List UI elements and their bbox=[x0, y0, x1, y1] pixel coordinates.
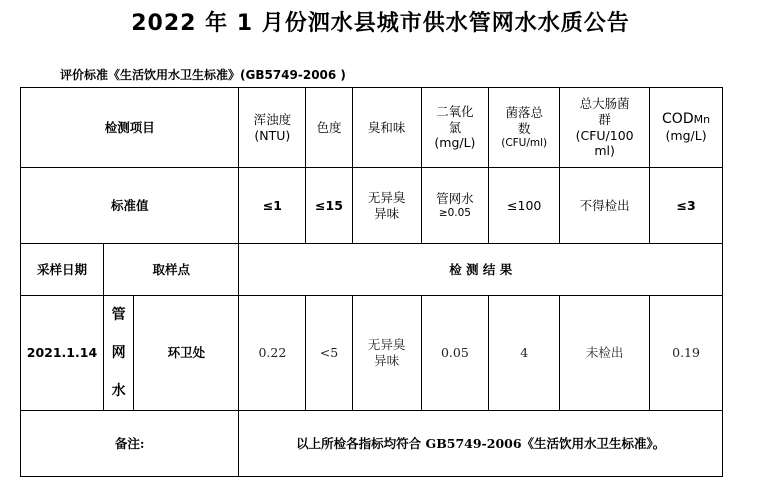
header-odor bbox=[352, 88, 421, 168]
standard-odor bbox=[352, 168, 421, 244]
standard-odor-line2: 异味 bbox=[374, 205, 400, 221]
header-coliform-unit2: ml) bbox=[594, 143, 615, 159]
standard-color: ≤15 bbox=[306, 168, 353, 244]
standard-chlorine-line1: 管网水 bbox=[436, 191, 474, 207]
cod-sub: Mn bbox=[693, 112, 711, 126]
standard-cod: ≤3 bbox=[650, 168, 723, 244]
sampling-location: 环卫处 bbox=[134, 296, 239, 411]
header-coliform-unit1: (CFU/100 bbox=[575, 127, 634, 143]
result-odor-line1: 无异臭 bbox=[367, 337, 406, 353]
header-chlorine-unit: (mg/L) bbox=[434, 135, 476, 151]
sample-date: 2021.1.14 bbox=[21, 296, 104, 411]
standard-row bbox=[21, 168, 723, 244]
water-quality-table bbox=[20, 87, 723, 477]
standard-turbidity: ≤1 bbox=[239, 168, 306, 244]
header-turbidity-unit: (NTU) bbox=[254, 127, 291, 143]
header-colony bbox=[489, 88, 560, 168]
header-odor-name: 臭和味 bbox=[367, 119, 406, 135]
header-colony-line1: 菌落总 bbox=[505, 105, 543, 121]
result-odor-line2: 异味 bbox=[374, 353, 400, 368]
standard-coliform: 不得检出 bbox=[560, 168, 650, 244]
evaluation-standard: 评价标准《生活饮用水卫生标准》(GB5749-2006 ) bbox=[60, 68, 346, 82]
header-turbidity bbox=[239, 88, 306, 168]
header-cod-name bbox=[650, 111, 722, 129]
header-turbidity-name: 浑浊度 bbox=[253, 111, 292, 127]
subheader-row bbox=[21, 244, 723, 296]
result-odor bbox=[352, 296, 421, 411]
page-title: 2022 年 1 月份泗水县城市供水管网水水质公告 bbox=[131, 11, 630, 36]
standard-chlorine-dioxide bbox=[421, 168, 489, 244]
pipe-char-1: 管 bbox=[111, 307, 126, 323]
standard-chlorine-line2: ≥0.05 bbox=[438, 206, 471, 219]
header-coliform-line1: 总大肠菌 bbox=[579, 96, 630, 112]
result-label: 检 测 结 果 bbox=[239, 244, 723, 296]
result-chlorine-dioxide: 0.05 bbox=[421, 296, 489, 411]
date-label: 采样日期 bbox=[21, 244, 104, 296]
remarks-label: 备注: bbox=[21, 411, 239, 477]
result-color: <5 bbox=[306, 296, 353, 411]
header-coliform-line2: 群 bbox=[598, 111, 611, 127]
header-color-name: 色度 bbox=[316, 119, 342, 135]
standard-colony: ≤100 bbox=[489, 168, 560, 244]
result-colony: 4 bbox=[489, 296, 560, 411]
result-turbidity: 0.22 bbox=[239, 296, 306, 411]
header-coliform bbox=[560, 88, 650, 168]
cod-main: COD bbox=[662, 110, 694, 127]
remarks-text: 以上所检各指标均符合 GB5749-2006《生活饮用水卫生标准》。 bbox=[239, 411, 723, 477]
header-chlorine-line1: 二氧化 bbox=[436, 104, 474, 120]
header-chlorine-line2: 氯 bbox=[448, 119, 462, 135]
pipe-char-3: 水 bbox=[111, 383, 126, 399]
header-cod bbox=[650, 88, 723, 168]
result-cod: 0.19 bbox=[650, 296, 723, 411]
item-label: 检测项目 bbox=[21, 88, 239, 168]
header-colony-unit: (CFU/ml) bbox=[501, 136, 548, 149]
data-row bbox=[21, 296, 723, 411]
result-coliform: 未检出 bbox=[560, 296, 650, 411]
header-chlorine-dioxide bbox=[421, 88, 489, 168]
sampling-point-label: 取样点 bbox=[103, 244, 239, 296]
standard-label: 标准值 bbox=[21, 168, 239, 244]
header-colony-line2: 数 bbox=[517, 120, 531, 136]
header-row bbox=[21, 88, 723, 168]
pipe-network-label bbox=[103, 296, 133, 411]
standard-odor-line1: 无异臭 bbox=[367, 189, 406, 205]
pipe-char-2: 网 bbox=[111, 345, 126, 361]
remarks-row bbox=[21, 411, 723, 477]
header-color bbox=[306, 88, 353, 168]
header-cod-unit: (mg/L) bbox=[665, 128, 707, 144]
